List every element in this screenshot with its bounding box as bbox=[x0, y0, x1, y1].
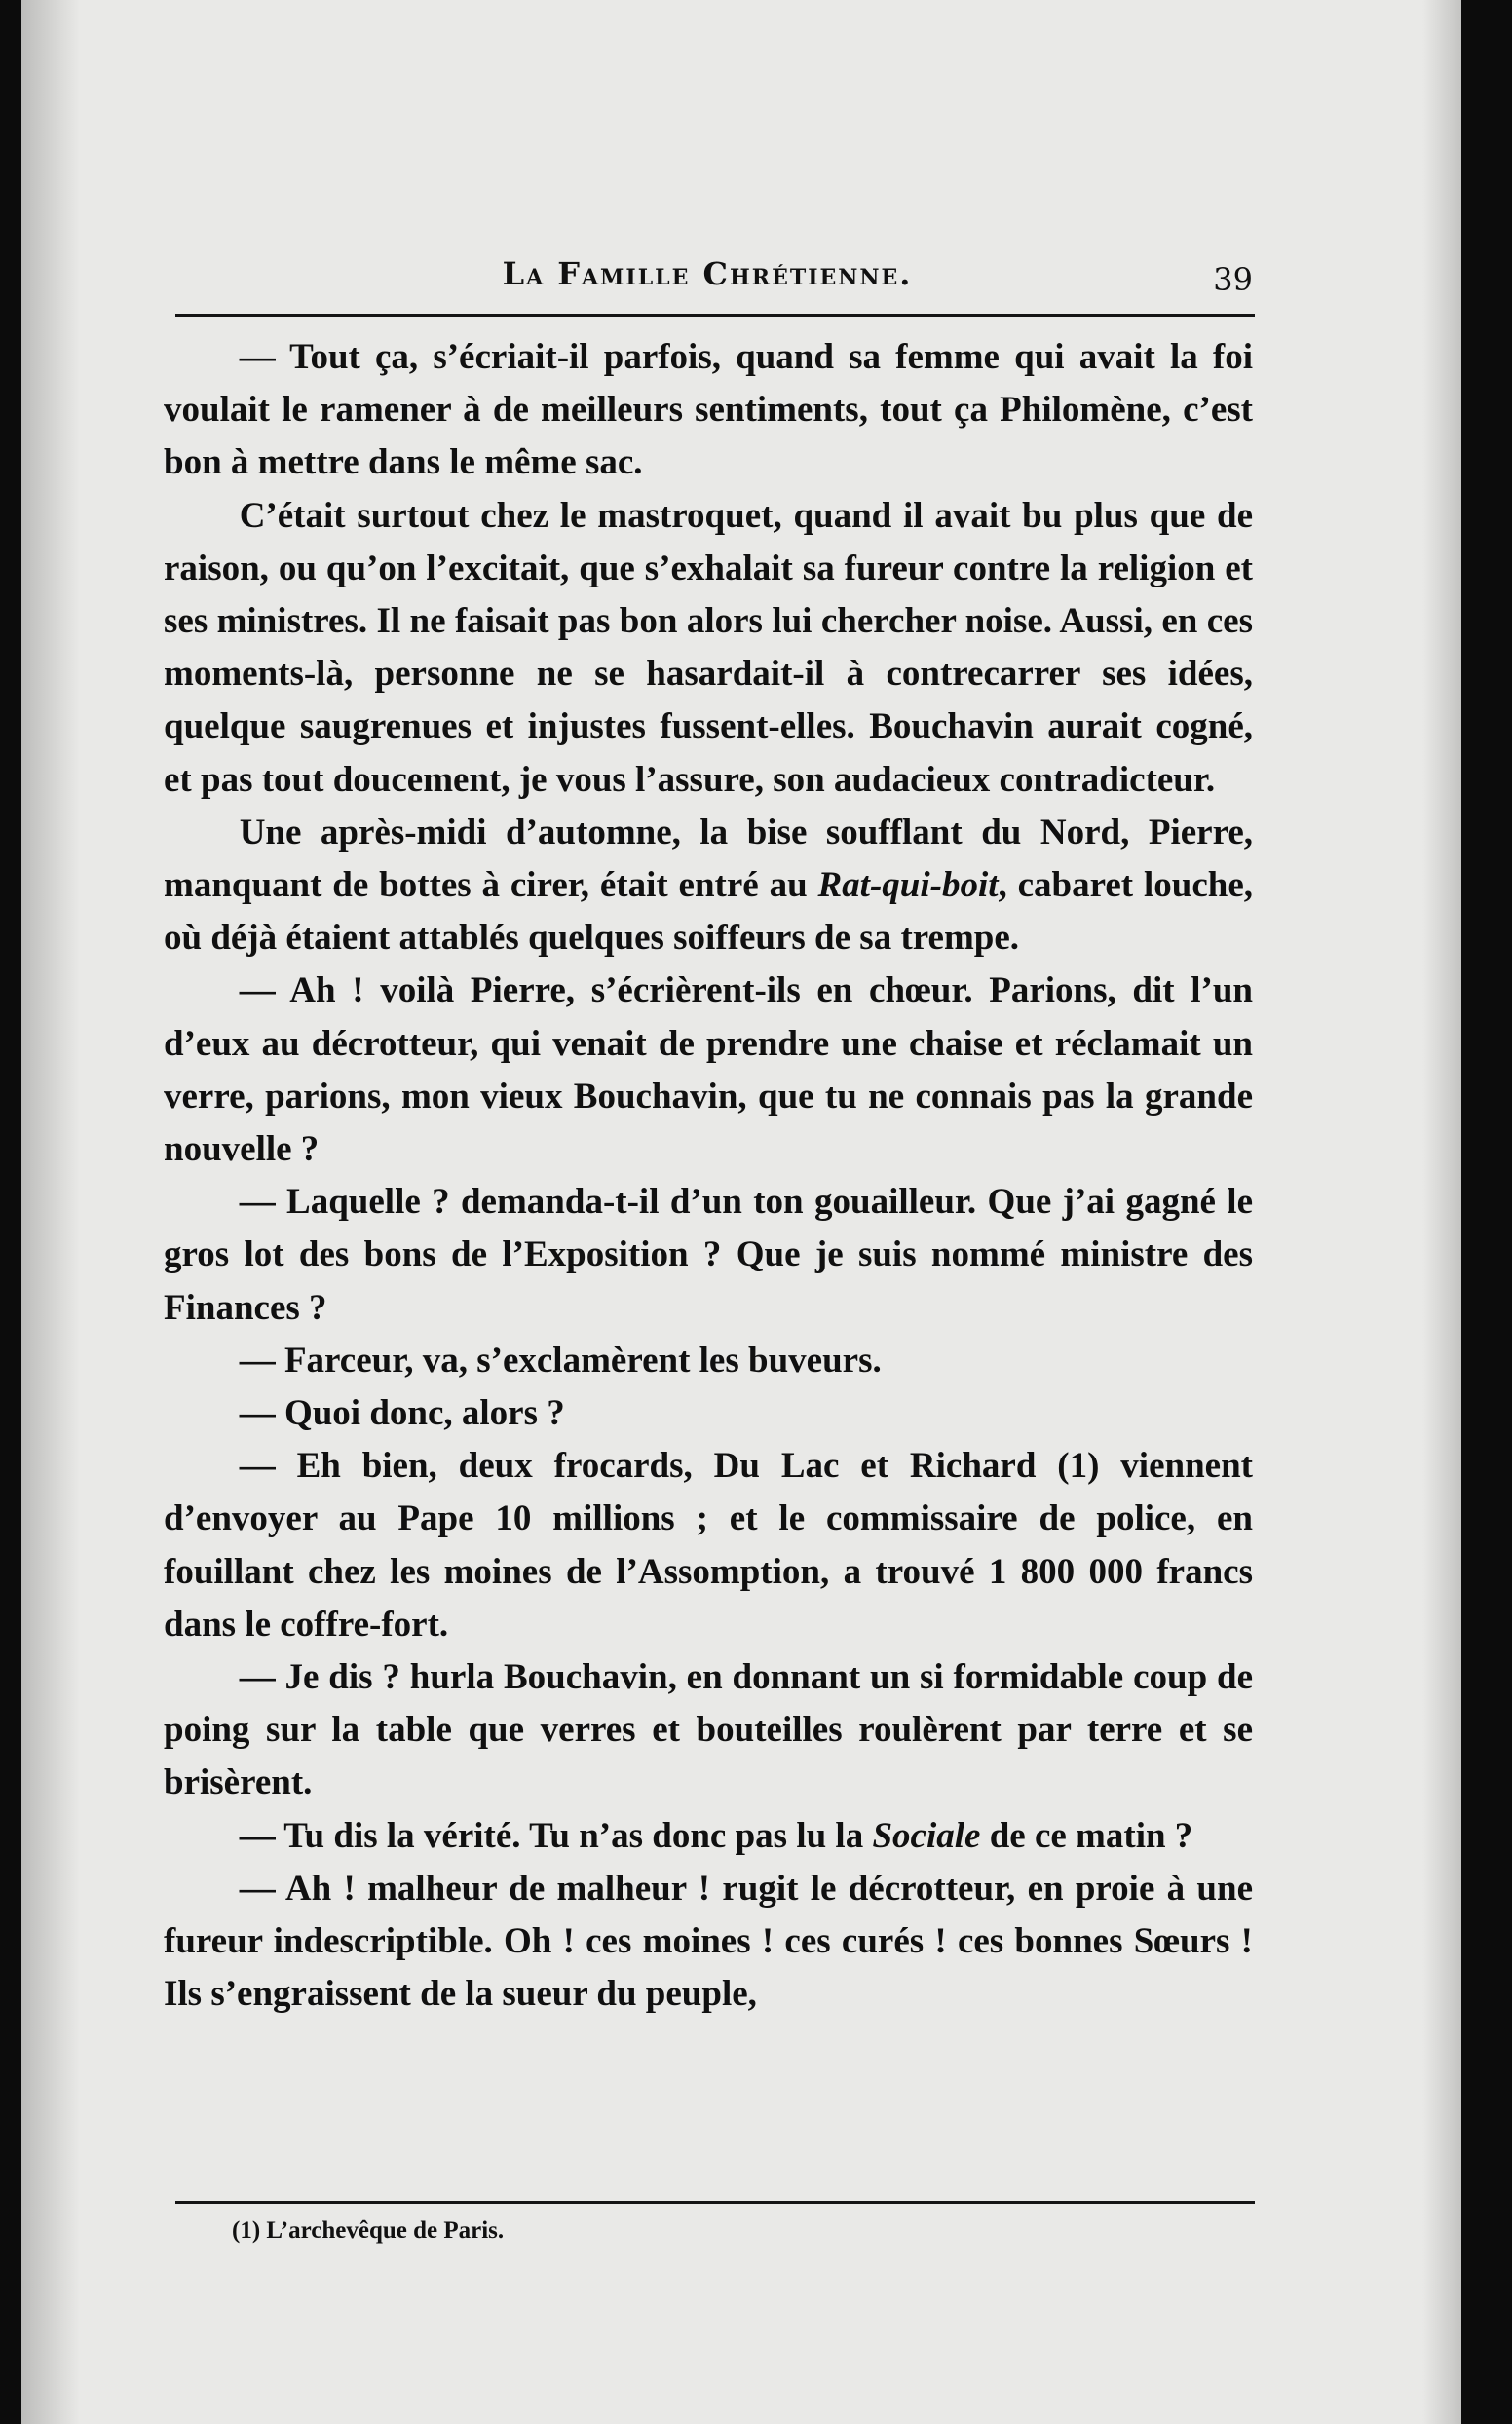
text-segment: — Quoi donc, alors ? bbox=[239, 1393, 565, 1434]
paragraph bbox=[164, 807, 1253, 966]
paragraph bbox=[164, 1440, 1253, 1651]
text-segment: — Ah ! voilà Pierre, s’écrièrent-ils en chœur. Parions, dit l’un d’eux au décrotteur, qui venait de prendre une chaise et réclamait un verre, parions, mon vieux Bouchavin, que tu ne connais pas la grande nouvelle ? bbox=[164, 970, 1253, 1170]
body-text bbox=[164, 331, 1253, 2022]
book-page bbox=[21, 0, 1461, 2424]
text-segment: — Tout ça, s’écriait-il parfois, quand sa femme qui avait la foi voulait le ramener à de meilleurs sentiments, tout ça Philomène, c’est bon à mettre dans le même sac. bbox=[164, 337, 1253, 483]
italic-text: Sociale bbox=[872, 1815, 981, 1856]
italic-text: Rat-qui-boit bbox=[817, 865, 999, 906]
text-segment: — Eh bien, deux frocards, Du Lac et Richard (1) viennent d’envoyer au Pape 10 millions ; et le commissaire de police, en fouillant chez les moines de l’Assomption, a trouvé 1 800 000 francs dans le coffre-fort. bbox=[164, 1446, 1253, 1645]
text-segment: C’était surtout chez le mastroquet, quand il avait bu plus que de raison, ou qu’on l’excitait, que s’exhalait sa fureur contre la religion et ses ministres. Il ne faisait pas bon alors lui chercher noise. Aussi, en ces moments-là, personne ne se hasardait-il à contrecarrer ses idées, quelque saugrenues et injustes fussent-elles. Bouchavin aurait cogné, et pas tout doucement, je vous l’assure, son audacieux contradicteur. bbox=[164, 495, 1253, 800]
paragraph bbox=[164, 331, 1253, 490]
text-segment: , cabaret louche, où déjà étaient attablés quelques soiffeurs de sa trempe. bbox=[164, 865, 1253, 959]
page-header bbox=[162, 255, 1253, 314]
paragraph bbox=[164, 1651, 1253, 1810]
text-segment: — Tu dis la vérité. Tu n’as donc pas lu la bbox=[239, 1815, 873, 1856]
header-rule bbox=[175, 314, 1255, 317]
running-title: La Famille Chrétienne. bbox=[502, 255, 913, 292]
text-segment: — Je dis ? hurla Bouchavin, en donnant un si formidable coup de poing sur la table que verres et bouteilles roulèrent par terre et se brisèrent. bbox=[164, 1657, 1253, 1803]
text-segment: Une après-midi d’automne, la bise soufflant du Nord, Pierre, manquant de bottes à cirer, était entré au bbox=[164, 812, 1253, 906]
paragraph bbox=[164, 1863, 1253, 2022]
text-segment: — Laquelle ? demanda-t-il d’un ton gouailleur. Que j’ai gagné le gros lot des bons de l’Exposition ? Que je suis nommé ministre des Finances ? bbox=[164, 1182, 1253, 1328]
paragraph bbox=[164, 1335, 1253, 1387]
paragraph bbox=[164, 1810, 1253, 1863]
text-segment: — Farceur, va, s’exclamèrent les buveurs. bbox=[239, 1340, 882, 1381]
paragraph bbox=[164, 490, 1253, 807]
text-segment: — Ah ! malheur de malheur ! rugit le décrotteur, en proie à une fureur indescriptible. Oh ! ces moines ! ces curés ! ces bonnes Sœurs ! Ils s’engraissent de la sueur du peuple, bbox=[164, 1868, 1253, 2015]
footnote-rule bbox=[175, 2201, 1255, 2204]
paragraph bbox=[164, 965, 1253, 1176]
paragraph bbox=[164, 1176, 1253, 1335]
page-number: 39 bbox=[1213, 261, 1253, 298]
text-segment: de ce matin ? bbox=[980, 1815, 1193, 1856]
footnote: (1) L’archevêque de Paris. bbox=[232, 2217, 505, 2244]
paragraph bbox=[164, 1387, 1253, 1440]
